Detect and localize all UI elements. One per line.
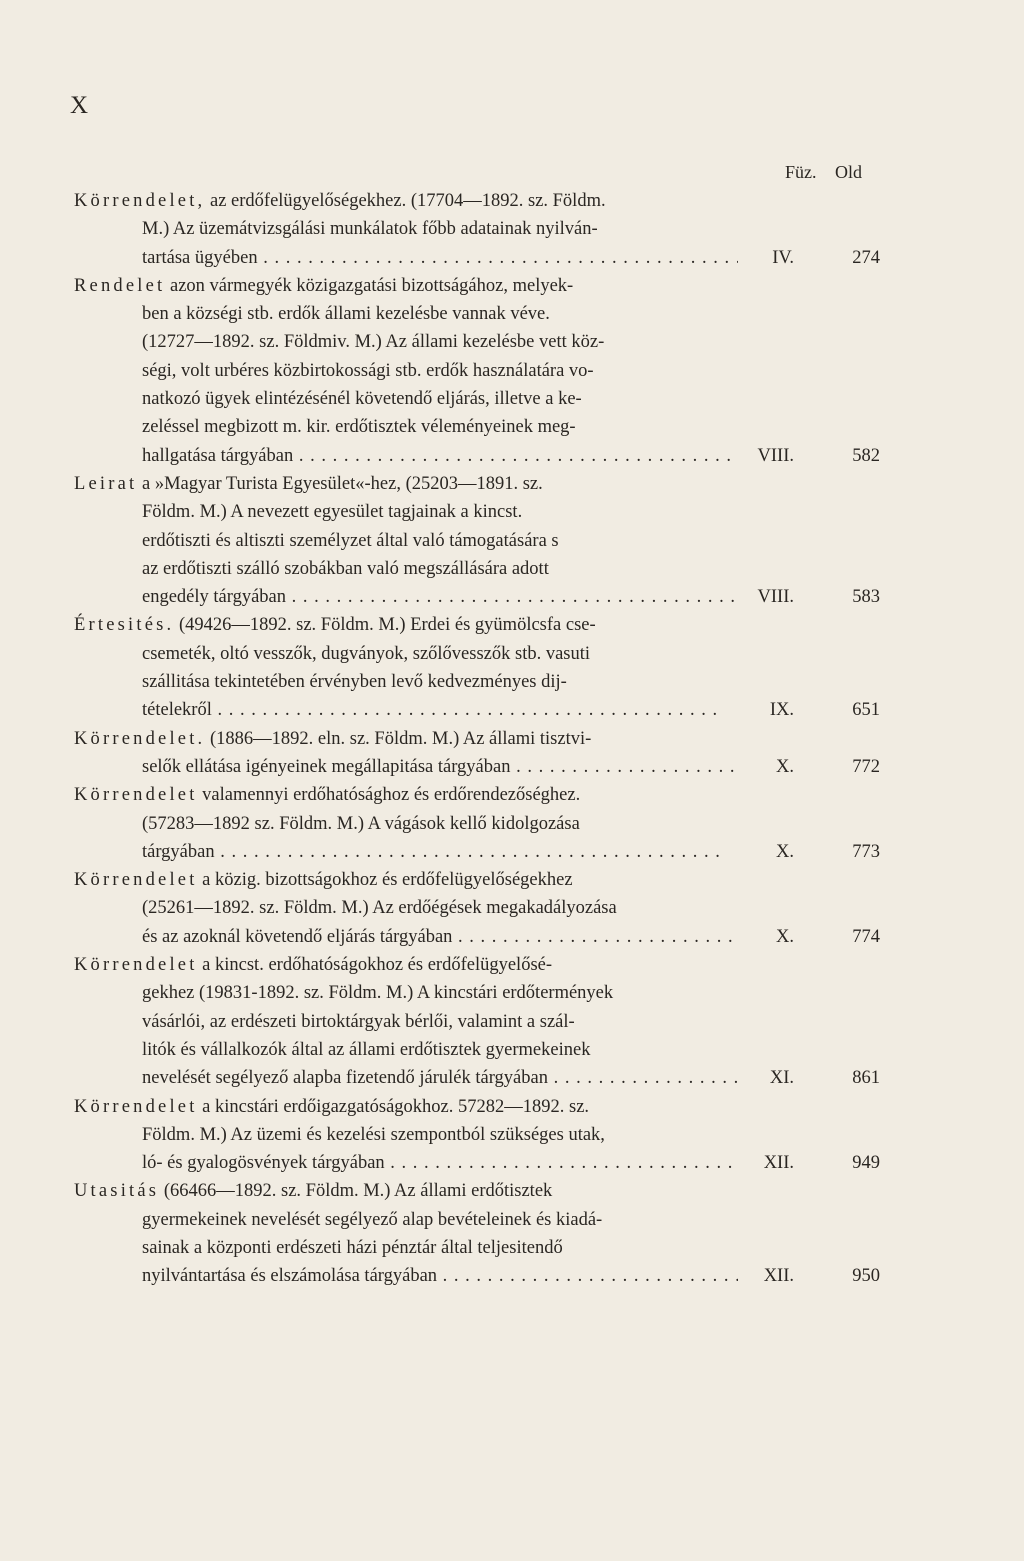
entry-line-text: és az azoknál követendő eljárás tárgyában [142,926,453,947]
entry-text [142,357,738,385]
entry-line-text: a kincstári erdőigazgatóságokhoz. 57282—1892. sz. [202,1096,590,1117]
entry-first-line [74,470,738,498]
entry-continuation-line [74,979,738,1007]
index-entry [74,866,884,951]
entry-first-line [74,781,738,809]
entry-continuation-line [74,413,738,441]
entry-line-text: nyilvántartása és elszámolása tárgyában [142,1266,438,1287]
entry-continuation-line [74,1206,738,1234]
entry-text [142,838,738,866]
entry-text [142,640,738,668]
entry-line-text: (25261—1892. sz. Földm. M.) Az erdőégések megakadályozása [142,898,617,919]
entry-text [142,328,738,356]
entry-line-text: azon vármegyék közigazgatási bizottságához, melyek- [169,275,574,296]
entry-line-text: Földm. M.) A nevezett egyesület tagjainak a kincst. [142,502,523,523]
entry-label: Körrendelet. [74,728,206,749]
entry-continuation-line [74,527,738,555]
entry-first-line [74,1177,738,1205]
entry-continuation-line: tételekről . . . IX. 651 [74,696,738,724]
entry-line-text: tételekről [142,700,212,721]
entry-text [142,1262,738,1290]
entry-line-text: Földm. M.) Az üzemi és kezelési szempontból szükséges utak, [142,1124,605,1145]
index-entry [74,951,884,1092]
index-entries [74,187,884,1291]
entry-line-text: gekhez (19831-1892. sz. Földm. M.) A kincstári erdőtermények [142,983,614,1004]
entry-text [74,470,738,498]
entry-continuation-line [74,215,738,243]
entry-line-text: zeléssel megbizott m. kir. erdőtisztek véleményeinek meg- [142,417,576,438]
index-entry [74,272,884,470]
entry-label: Leirat [74,473,138,494]
entry-continuation-line [74,1036,738,1064]
index-entry [74,781,884,866]
entry-text [142,1064,738,1092]
entry-line-text: tárgyában [142,841,215,862]
entry-text [142,753,738,781]
entry-text [142,979,738,1007]
entry-text [142,583,738,611]
entry-continuation-line [74,385,738,413]
entry-text [74,951,738,979]
entry-continuation-line [74,357,738,385]
entry-line-text: (49426—1892. sz. Földm. M.) Erdei és gyümölcsfa cse- [178,615,596,636]
entry-text [142,1008,738,1036]
entry-label: Körrendelet [74,955,198,976]
entry-continuation-line [74,1008,738,1036]
entry-text [142,1149,738,1177]
entry-first-line [74,611,738,639]
entry-text [142,244,738,272]
entry-first-line [74,951,738,979]
entry-text [74,187,738,215]
entry-text [142,1234,738,1262]
column-header-volume: Füz. [785,162,817,182]
entry-text [142,894,738,922]
entry-text [142,498,738,526]
index-entry [74,187,884,272]
entry-continuation-line [74,300,738,328]
entry-continuation-line: selők ellátása igényeinek megállapitása tárgyában . . . X. 772 [74,753,738,781]
entry-first-line [74,272,738,300]
entry-line-text: szállitása tekintetében érvényben levő kedvezményes dij- [142,672,567,693]
entry-text [74,611,738,639]
entry-line-text: csemeték, oltó vesszők, dugványok, szőlővesszők stb. vasuti [142,643,591,664]
entry-label: Körrendelet [74,785,198,806]
entry-label: Körrendelet [74,870,198,891]
index-entry [74,1177,884,1290]
entry-line-text: ségi, volt urbéres közbirtokossági stb. erdők használatára vo- [142,360,594,381]
entry-text [74,1093,738,1121]
entry-text [142,810,738,838]
entry-continuation-line: tartása ügyében . . . IV. 274 [74,244,738,272]
entry-line-text: valamennyi erdőhatósághoz és erdőrendezőséghez. [202,785,581,806]
column-header-page: Old [835,162,862,182]
entry-label: Rendelet [74,275,166,296]
entry-line-text: gyermekeinek nevelését segélyező alap bevételeinek és kiadá- [142,1209,603,1230]
entry-text [142,1036,738,1064]
entry-line-text: M.) Az üzemátvizsgálási munkálatok főbb adatainak nyilván- [142,219,598,240]
entry-label: Utasitás [74,1181,160,1202]
entry-line-text: litók és vállalkozók által az állami erdőtisztek gyermekeinek [142,1039,591,1060]
entry-continuation-line [74,810,738,838]
entry-text [142,527,738,555]
entry-continuation-line: hallgatása tárgyában . . . VIII. 582 [74,442,738,470]
entry-continuation-line [74,668,738,696]
entry-continuation-line [74,894,738,922]
entry-line-text: selők ellátása igényeinek megállapitása tárgyában [142,756,511,777]
entry-text [74,725,738,753]
entry-first-line [74,725,738,753]
index-entry [74,470,884,611]
entry-line-text: (12727—1892. sz. Földmiv. M.) Az állami kezelésbe vett köz- [142,332,605,353]
entry-text [142,668,738,696]
entry-continuation-line [74,328,738,356]
entry-continuation-line [74,640,738,668]
entry-continuation-line: és az azoknál követendő eljárás tárgyában . . . X. 774 [74,923,738,951]
entry-text [142,1206,738,1234]
entry-line-text: sainak a központi erdészeti házi pénztár által teljesitendő [142,1237,563,1258]
entry-continuation-line [74,1121,738,1149]
entry-text [142,555,738,583]
entry-text [142,385,738,413]
entry-line-text: hallgatása tárgyában [142,445,294,466]
entry-label: Körrendelet [74,1096,198,1117]
index-entry [74,611,884,724]
entry-text [74,866,738,894]
entry-text [142,442,738,470]
entry-continuation-line: nevelését segélyező alapba fizetendő járulék tárgyában . . . XI. 861 [74,1064,738,1092]
entry-line-text: az erdőfelügyelőségekhez. (17704—1892. sz. Földm. [210,191,606,211]
entry-line-text: ben a községi stb. erdők állami kezelésbe vannak véve. [142,304,550,325]
entry-text [142,215,738,243]
entry-continuation-line: nyilvántartása és elszámolása tárgyában . . . XII. 950 [74,1262,738,1290]
entry-line-text: a »Magyar Turista Egyesület«-hez, (25203—1891. sz. [142,473,543,494]
entry-line-text: tartása ügyében [142,247,258,268]
entry-continuation-line: engedély tárgyában . . . VIII. 583 [74,583,738,611]
entry-first-line [74,187,738,215]
entry-continuation-line: ló- és gyalogösvények tárgyában . . . XII. 949 [74,1149,738,1177]
entry-line-text: (66466—1892. sz. Földm. M.) Az állami erdőtisztek [163,1181,553,1202]
entry-line-text: (57283—1892 sz. Földm. M.) A vágások kellő kidolgozása [142,813,580,834]
entry-line-text: ló- és gyalogösvények tárgyában [142,1153,385,1174]
entry-continuation-line: tárgyában . . . X. 773 [74,838,738,866]
entry-continuation-line [74,555,738,583]
entry-line-text: engedély tárgyában [142,587,286,608]
entry-line-text: erdőtiszti és altiszti személyzet által való támogatására s [142,530,559,551]
entry-continuation-line [74,1234,738,1262]
index-entry [74,1093,884,1178]
entry-text [142,300,738,328]
entry-line-text: vásárlói, az erdészeti birtoktárgyak bérlői, valamint a szál- [142,1011,575,1032]
entry-text [142,1121,738,1149]
page-number: X [70,92,90,119]
entry-text [142,413,738,441]
entry-first-line [74,866,738,894]
index-entry [74,725,884,782]
entry-line-text: a kincst. erdőhatóságokhoz és erdőfelügyelősé- [202,955,553,976]
entry-line-text: nevelését segélyező alapba fizetendő járulék tárgyában [142,1068,548,1089]
entry-label: Körrendelet, [74,191,206,211]
entry-line-text: az erdőtiszti szálló szobákban való megszállására adott [142,558,549,579]
entry-line-text: (1886—1892. eln. sz. Földm. M.) Az állami tisztvi- [210,728,592,749]
entry-text [74,781,738,809]
entry-continuation-line [74,498,738,526]
entry-text [142,696,738,724]
entry-text [74,1177,738,1205]
entry-text [142,923,738,951]
entry-line-text: a közig. bizottságokhoz és erdőfelügyelőségekhez [202,870,573,891]
entry-label: Értesités. [74,615,175,636]
entry-line-text: natkozó ügyek elintézésénél követendő eljárás, illetve a ke- [142,389,582,410]
entry-first-line [74,1093,738,1121]
entry-text [74,272,738,300]
